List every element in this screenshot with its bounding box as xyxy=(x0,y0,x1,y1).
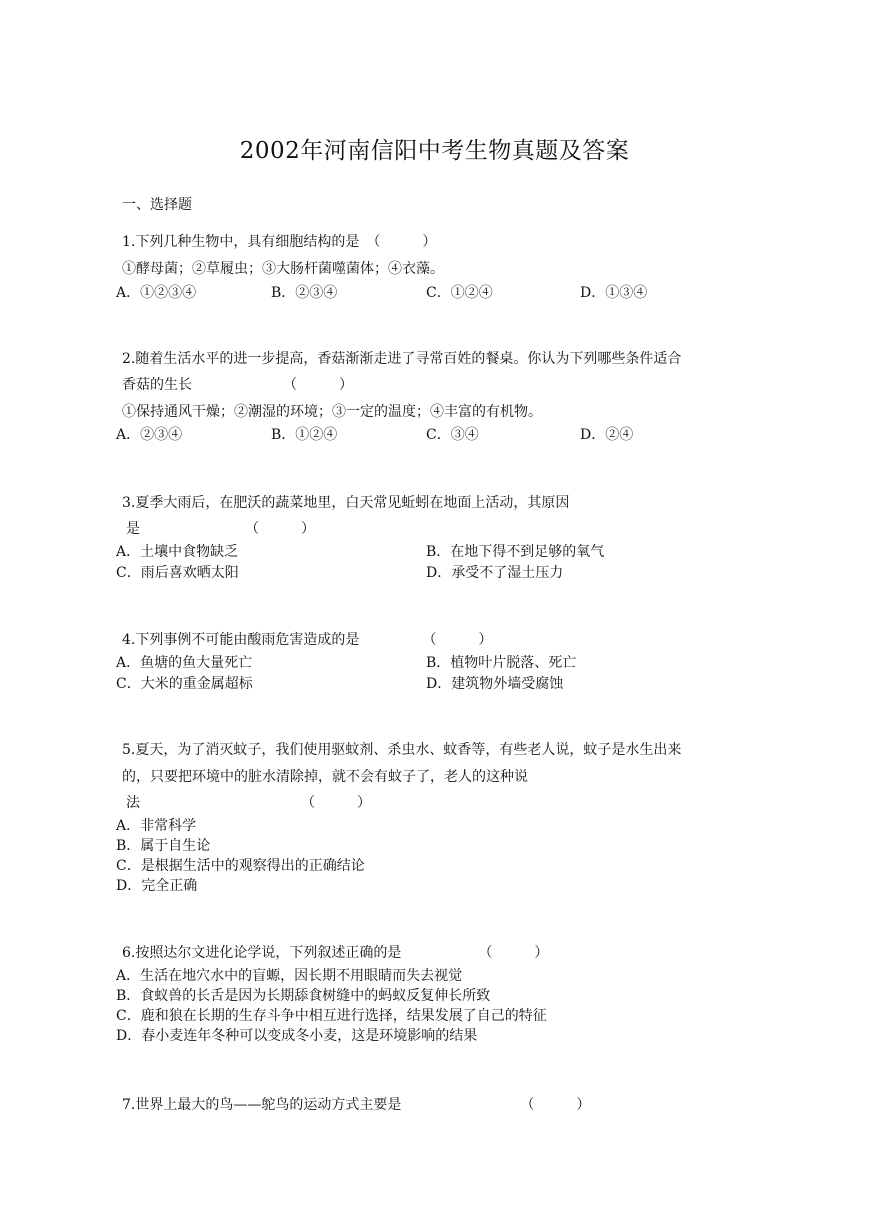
question-stem: 1.下列几种生物中，具有细胞结构的是 （ ） xyxy=(122,234,437,250)
option-a: A．生活在地穴水中的盲螈，因长期不用眼睛而失去视觉 xyxy=(116,968,463,984)
option-a: A．鱼塘的鱼大量死亡 xyxy=(116,655,253,671)
option-c: C．①②④ xyxy=(426,285,493,301)
option-a: A．②③④ xyxy=(116,427,183,443)
option-b: B．②③④ xyxy=(271,285,338,301)
question-stem: 7.世界上最大的鸟——鸵鸟的运动方式主要是 （ ） xyxy=(122,1097,591,1113)
page-title: 2002年河南信阳中考生物真题及答案 xyxy=(239,138,630,164)
option-d: D．承受不了湿土压力 xyxy=(426,565,564,581)
question-stem-continued: 是 （ ） xyxy=(126,521,315,537)
option-a: A．土壤中食物缺乏 xyxy=(116,544,239,560)
option-c: C．③④ xyxy=(426,427,479,443)
section-heading: 一、选择题 xyxy=(122,197,192,213)
option-a: A．①②③④ xyxy=(116,285,197,301)
option-d: D．建筑物外墙受腐蚀 xyxy=(426,676,564,692)
option-d: D．①③④ xyxy=(580,285,648,301)
question-stem: 5.夏天，为了消灭蚊子，我们使用驱蚊剂、杀虫水、蚊香等，有些老人说，蚊子是水生出来 xyxy=(122,742,682,758)
option-c: C．大米的重金属超标 xyxy=(116,676,253,692)
question-note: ①酵母菌；②草履虫；③大肠杆菌噬菌体；④衣藻。 xyxy=(122,261,444,277)
option-a: A．非常科学 xyxy=(116,818,197,834)
question-stem-continued: 香菇的生长 （ ） xyxy=(122,377,353,393)
question-stem-continued: 的，只要把环境中的脏水清除掉，就不会有蚊子了，老人的这种说 xyxy=(122,769,528,785)
option-b: B．属于自生论 xyxy=(116,838,211,854)
option-c: C．是根据生活中的观察得出的正确结论 xyxy=(116,858,365,874)
option-d: D．完全正确 xyxy=(116,878,198,894)
question-stem: 6.按照达尔文进化论学说，下列叙述正确的是 （ ） xyxy=(122,945,549,961)
question-stem-continued: 法 （ ） xyxy=(126,795,371,811)
option-d: D．②④ xyxy=(580,427,634,443)
option-c: C．鹿和狼在长期的生存斗争中相互进行选择，结果发展了自己的特征 xyxy=(116,1008,547,1024)
option-d: D．春小麦连年冬种可以变成冬小麦，这是环境影响的结果 xyxy=(116,1028,478,1044)
question-note: ①保持通风干燥；②潮湿的环境；③一定的温度；④丰富的有机物。 xyxy=(122,404,542,420)
question-stem: 3.夏季大雨后，在肥沃的蔬菜地里，白天常见蚯蚓在地面上活动，其原因 xyxy=(122,495,570,511)
option-c: C．雨后喜欢晒太阳 xyxy=(116,565,239,581)
option-b: B．食蚁兽的长舌是因为长期舔食树缝中的蚂蚁反复伸长所致 xyxy=(116,988,491,1004)
option-b: B．①②④ xyxy=(271,427,338,443)
question-stem: 4.下列事例不可能由酸雨危害造成的是 （ ） xyxy=(122,632,493,648)
question-stem: 2.随着生活水平的进一步提高，香菇渐渐走进了寻常百姓的餐桌。你认为下列哪些条件适合 xyxy=(122,351,682,367)
option-b: B．在地下得不到足够的氧气 xyxy=(426,544,605,560)
option-b: B．植物叶片脱落、死亡 xyxy=(426,655,577,671)
